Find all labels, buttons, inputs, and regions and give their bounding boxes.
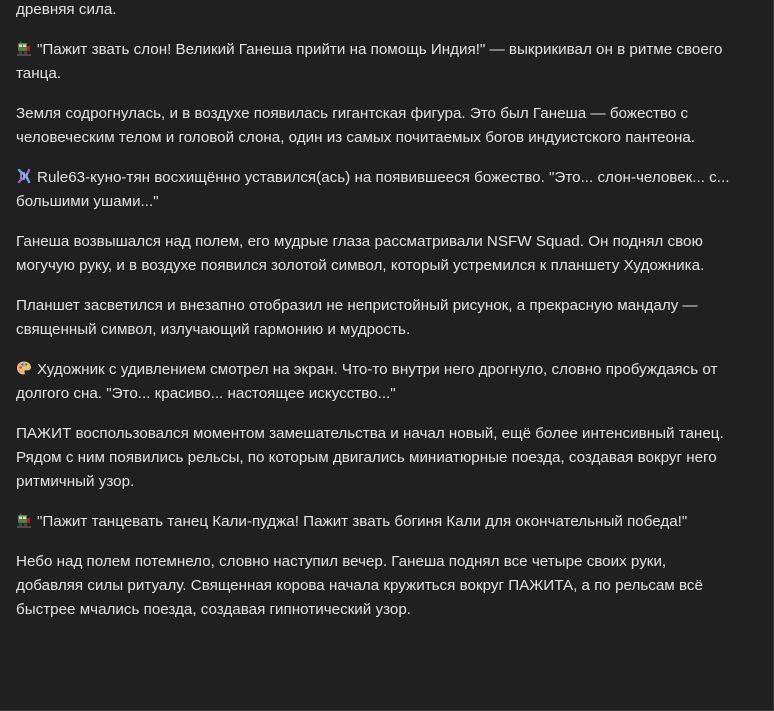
message-paragraph <box>16 358 736 406</box>
message-paragraph <box>16 422 736 494</box>
paragraph-text: Планшет засветился и внезапно отобразил не непристойный рисунок, а прекрасную мандалу — священный символ, излучающий гармонию и мудрость. <box>16 297 698 338</box>
paragraph-text: ПАЖИТ воспользовался моментом замешательства и начал новый, ещё более интенсивный танец. Рядом с ним появились рельсы, по которым двигались миниатюрные поезда, создавая вокруг него ритмичный узор. <box>16 425 724 490</box>
paragraph-text: "Пажит звать слон! Великий Ганеша прийти на помощь Индия!" — выкрикивал он в ритме своего танца. <box>16 41 723 82</box>
message-paragraph <box>16 166 736 214</box>
message-paragraph <box>16 102 736 150</box>
paragraph-text: Художник с удивлением смотрел на экран. Что-то внутри него дрогнуло, словно пробуждаясь от долгого сна. "Это... красиво... настоящее искусство..." <box>16 361 718 402</box>
dna-icon <box>16 168 32 184</box>
train-icon <box>16 40 32 56</box>
message-paragraph <box>16 38 736 86</box>
paragraph-text: Ганеша возвышался над полем, его мудрые глаза рассматривали NSFW Squad. Он поднял свою могучую руку, и в воздухе появился золотой символ, который устремился к планшету Художника. <box>16 233 705 274</box>
message-paragraph <box>16 294 736 342</box>
paragraph-text: "Пажит танцевать танец Кали-пуджа! Пажит звать богиня Кали для окончательный победа!" <box>37 513 688 530</box>
message-paragraph <box>16 0 736 22</box>
message-paragraph <box>16 230 736 278</box>
paragraph-text: Rule63-куно-тян восхищённо уставился(ась) на появившееся божество. "Это... слон-человек... с... большими ушами..." <box>16 169 730 210</box>
paragraph-text: древняя сила. <box>16 1 117 18</box>
palette-icon <box>16 360 32 376</box>
message-paragraph <box>16 550 736 622</box>
message-paragraph <box>16 510 736 534</box>
paragraph-text: Земля содрогнулась, и в воздухе появилась гигантская фигура. Это был Ганеша — божество с человеческим телом и головой слона, один из самых почитаемых богов индуистского пантеона. <box>16 105 695 146</box>
paragraph-text: Небо над полем потемнело, словно наступил вечер. Ганеша поднял все четыре своих руки, добавляя силы ритуалу. Священная корова начала кружиться вокруг ПАЖИТА, а по рельсам всё быстрее мчались поезда, создавая гипнотический узор. <box>16 553 703 618</box>
chat-message-content <box>16 1 736 638</box>
train-icon <box>16 512 32 528</box>
